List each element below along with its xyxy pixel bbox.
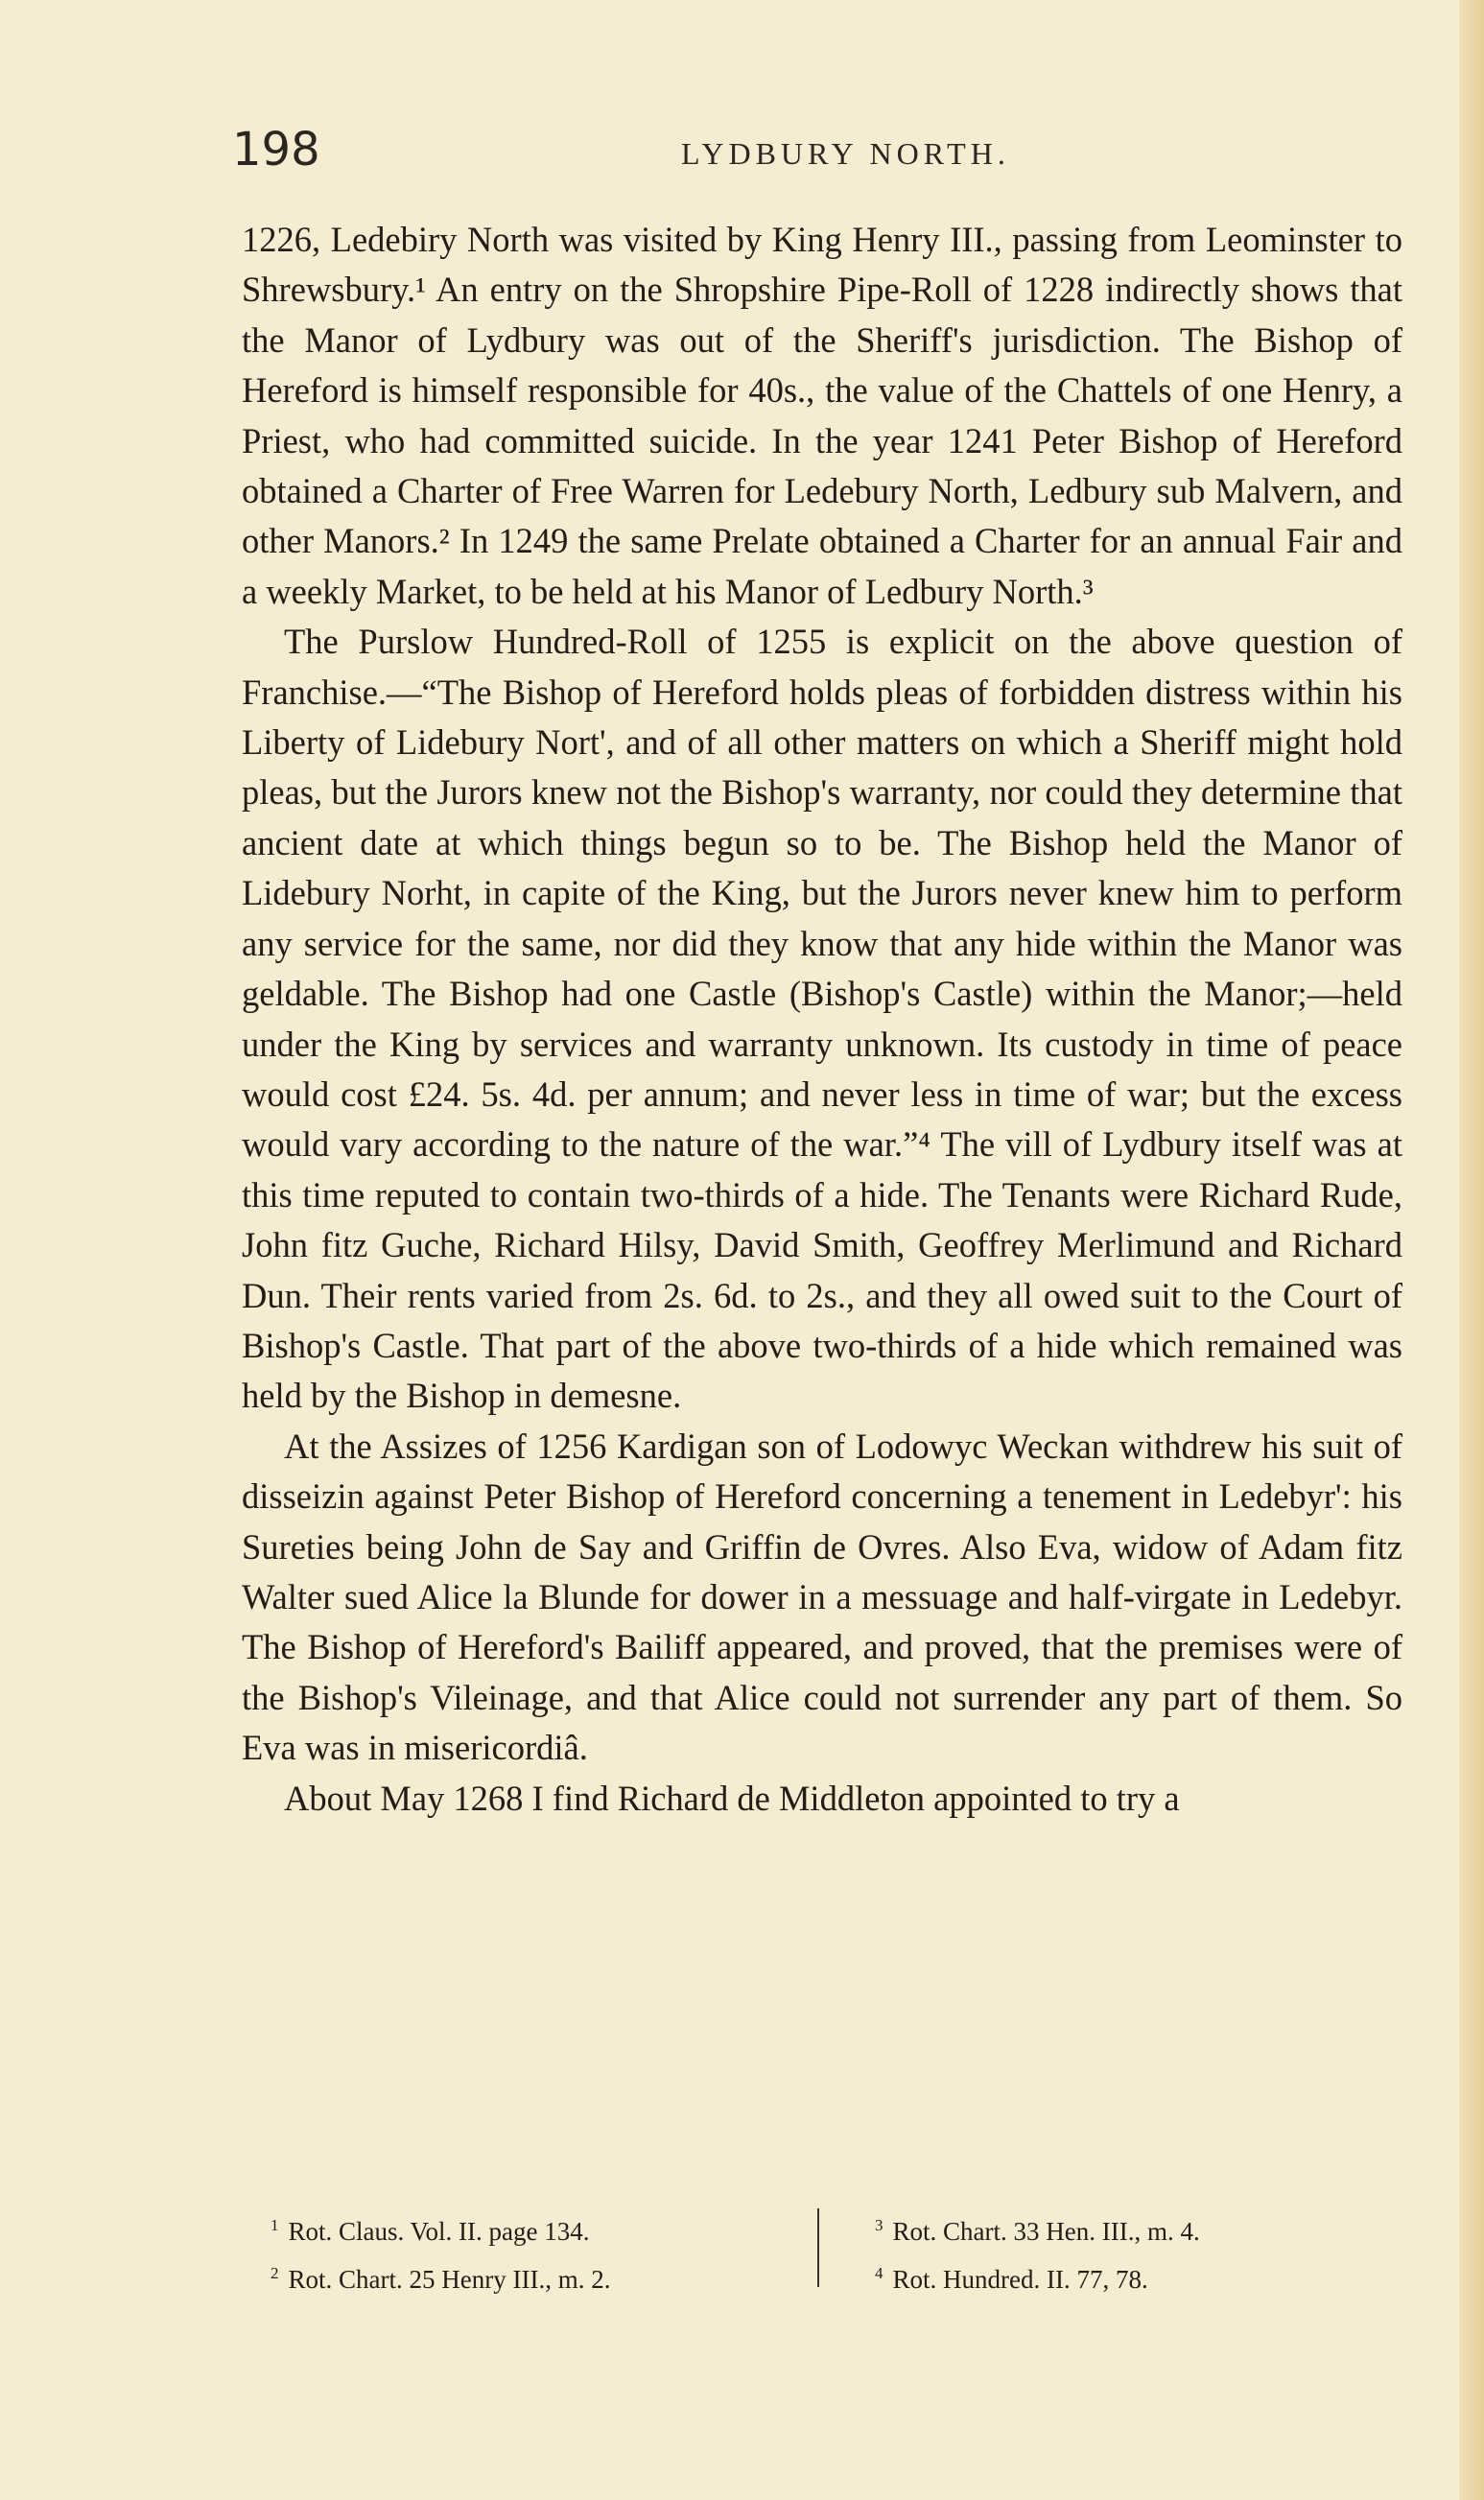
footnotes-right-column: [875, 2205, 1412, 2300]
page-edge: [1459, 0, 1484, 2500]
footnote: [875, 2252, 1412, 2300]
paragraph: About May 1268 I find Richard de Middleton appointed to try a: [284, 1778, 1180, 1818]
footnote-text: Rot. Claus. Vol. II. page 134.: [288, 2217, 590, 2246]
footnotes-left-column: [271, 2205, 808, 2300]
footnote-text: Rot. Chart. 33 Hen. III., m. 4.: [892, 2217, 1200, 2246]
footnote-mark: 4: [875, 2264, 883, 2282]
running-title: LYDBURY NORTH.: [681, 136, 1010, 171]
body-text: [242, 215, 1402, 1824]
footnote-divider: [817, 2208, 819, 2287]
footnote-text: Rot. Hundred. II. 77, 78.: [892, 2265, 1148, 2294]
paragraph: At the Assizes of 1256 Kardigan son of Lodowyc Weckan withdrew his suit of disseizin against Peter Bishop of Hereford concerning a tenement in Ledebyr': his Sureties being John de Say and Griffin de Ovres. Also Eva, widow of Adam fitz Walter sued Alice la Blunde for dower in a messuage and half-virgate in Ledebyr. The Bishop of Hereford's Bailiff appeared, and proved, that the premises were of the Bishop's Vileinage, and that Alice could not surrender any part of them. So Eva was in misericordiâ.: [242, 1426, 1402, 1768]
footnote: [271, 2205, 808, 2252]
footnote: [271, 2252, 808, 2300]
footnote-mark: 2: [271, 2264, 279, 2282]
footnote-mark: 1: [271, 2216, 279, 2234]
footnote-text: Rot. Chart. 25 Henry III., m. 2.: [288, 2265, 611, 2294]
page-number: 198: [232, 123, 320, 177]
paragraph: The Purslow Hundred-Roll of 1255 is explicit on the above question of Franchise.—“The Bishop of Hereford holds pleas of forbidden distress within his Liberty of Lidebury Nort', and of all other matters on which a Sheriff might hold pleas, but the Jurors knew not the Bishop's warranty, nor could they determine that ancient date at which things begun so to be. The Bishop held the Manor of Lidebury Norht, in capite of the King, but the Jurors never knew him to perform any service for the same, nor did they know that any hide within the Manor was geldable. The Bishop had one Castle (Bishop's Castle) within the Manor;—held under the King by services and warranty unknown. Its custody in time of peace would cost £24. 5s. 4d. per annum; and never less in time of war; but the excess would vary according to the nature of the war.”⁴ The vill of Lydbury itself was at this time reputed to contain two-thirds of a hide. The Tenants were Richard Rude, John fitz Guche, Richard Hilsy, David Smith, Geoffrey Merlimund and Richard Dun. Their rents varied from 2s. 6d. to 2s., and they all owed suit to the Court of Bishop's Castle. That part of the above two-thirds of a hide which remained was held by the Bishop in demesne.: [242, 622, 1402, 1416]
paragraph: 1226, Ledebiry North was visited by King Henry III., passing from Leominster to Shrewsbury.¹ An entry on the Shropshire Pipe-Roll of 1228 indirectly shows that the Manor of Lydbury was out of the Sheriff's jurisdiction. The Bishop of Hereford is himself responsible for 40s., the value of the Chattels of one Henry, a Priest, who had committed suicide. In the year 1241 Peter Bishop of Hereford obtained a Charter of Free Warren for Ledebury North, Ledbury sub Malvern, and other Manors.² In 1249 the same Prelate obtained a Charter for an annual Fair and a weekly Market, to be held at his Manor of Ledbury North.³: [242, 220, 1402, 611]
footnote: [875, 2205, 1412, 2252]
page-header: [232, 123, 1407, 180]
footnote-mark: 3: [875, 2216, 883, 2234]
